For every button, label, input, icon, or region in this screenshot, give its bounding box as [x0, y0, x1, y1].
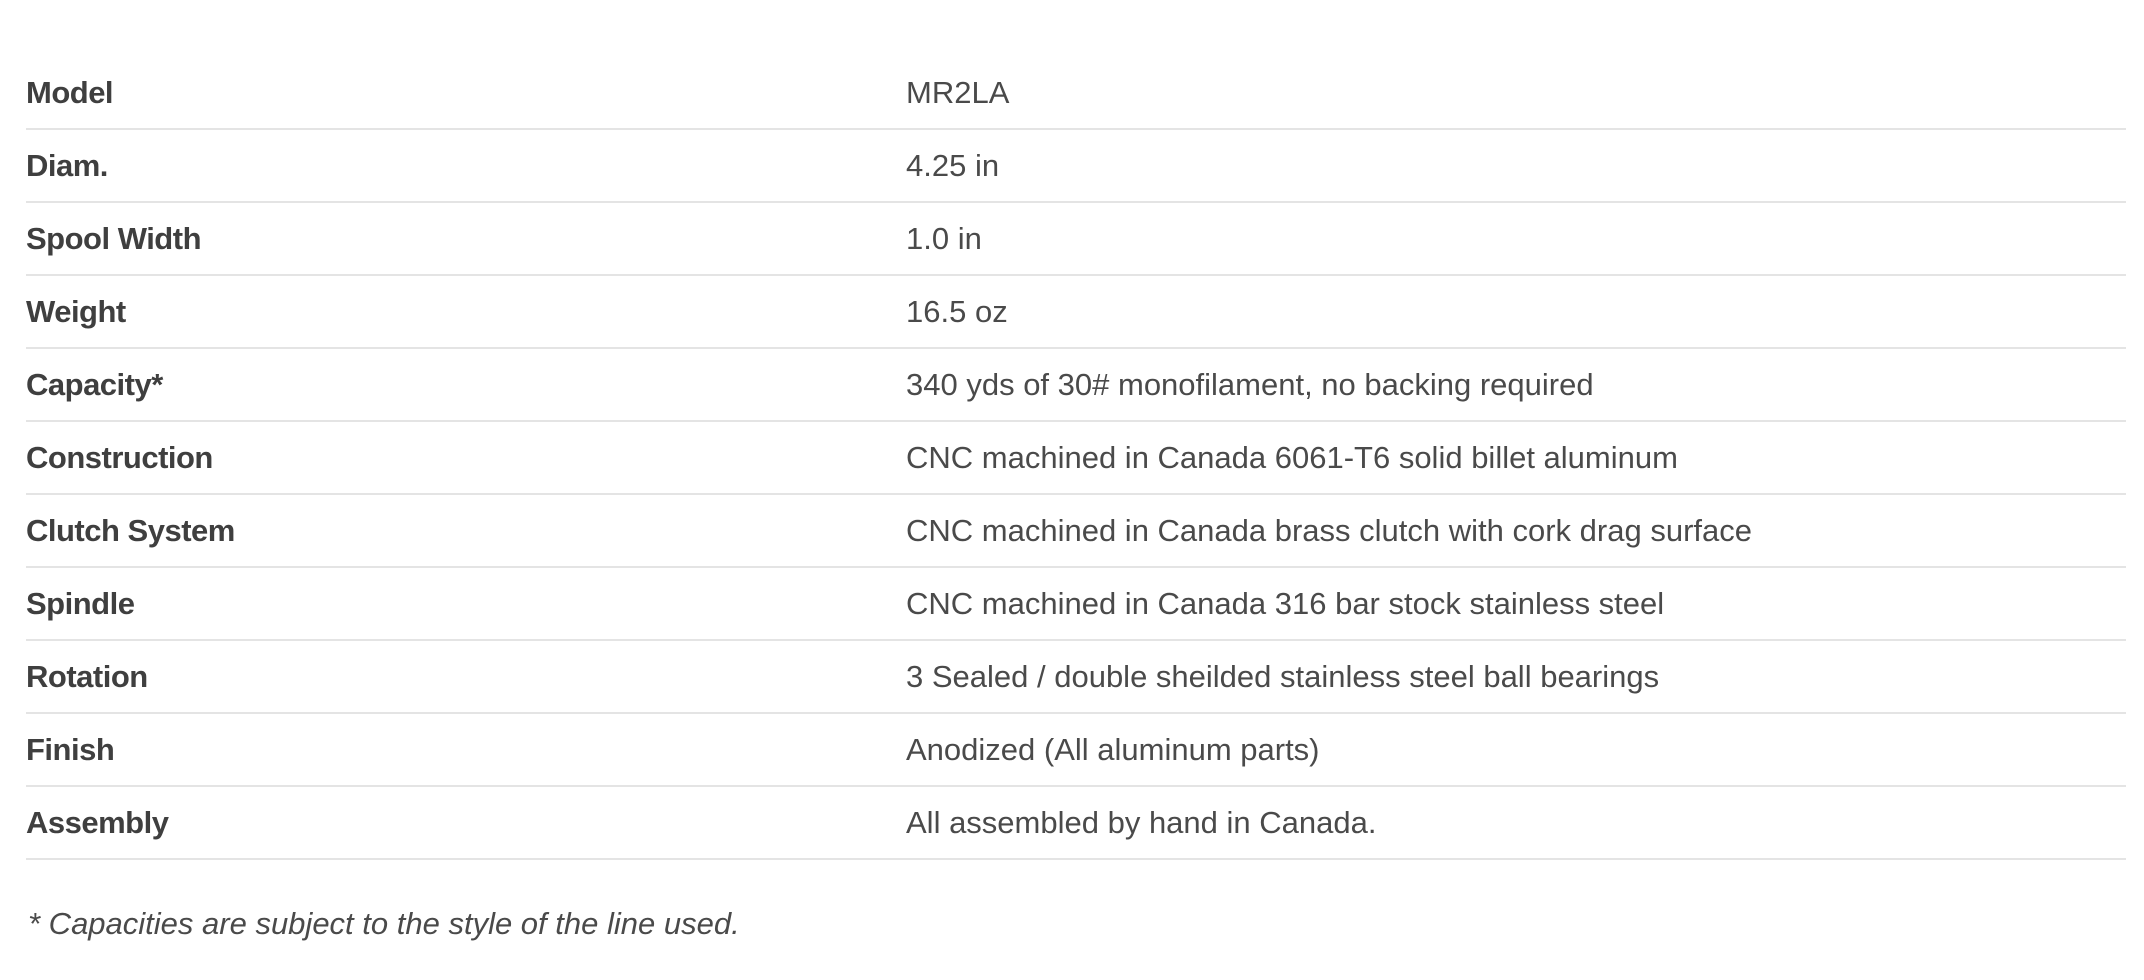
spec-label: Rotation — [26, 658, 148, 694]
spec-row-diameter — [26, 130, 2126, 203]
spec-value: 16.5 oz — [906, 293, 1008, 329]
spec-row-assembly — [26, 787, 2126, 860]
spec-label: Model — [26, 74, 114, 110]
spec-label: Diam. — [26, 147, 108, 183]
spec-value: CNC machined in Canada 6061-T6 solid billet aluminum — [906, 439, 1678, 475]
spec-value: MR2LA — [906, 74, 1010, 110]
spec-label: Construction — [26, 439, 213, 475]
spec-label: Assembly — [26, 804, 169, 840]
spec-label: Clutch System — [26, 512, 235, 548]
spec-value: 340 yds of 30# monofilament, no backing required — [906, 366, 1594, 402]
spec-value: CNC machined in Canada 316 bar stock stainless steel — [906, 585, 1665, 621]
spec-row-capacity — [26, 349, 2126, 422]
spec-row-finish — [26, 714, 2126, 787]
spec-value: Anodized (All aluminum parts) — [906, 731, 1320, 767]
spec-value: 3 Sealed / double sheilded stainless steel ball bearings — [906, 658, 1660, 694]
spec-value: 1.0 in — [906, 220, 982, 256]
spec-row-weight — [26, 276, 2126, 349]
spec-row-rotation — [26, 641, 2126, 714]
spec-row-spool-width — [26, 203, 2126, 276]
spec-value: 4.25 in — [906, 147, 1000, 183]
capacity-footnote: * Capacities are subject to the style of the line used. — [28, 906, 740, 941]
spec-row-model — [26, 57, 2126, 130]
spec-row-clutch-system — [26, 495, 2126, 568]
specifications-table — [26, 57, 2126, 860]
spec-label: Capacity* — [26, 366, 163, 402]
spec-label: Spool Width — [26, 220, 202, 256]
spec-label: Spindle — [26, 585, 135, 621]
spec-value: CNC machined in Canada brass clutch with cork drag surface — [906, 512, 1752, 548]
spec-row-spindle — [26, 568, 2126, 641]
spec-row-construction — [26, 422, 2126, 495]
spec-label: Weight — [26, 293, 126, 329]
spec-label: Finish — [26, 731, 115, 767]
spec-value: All assembled by hand in Canada. — [906, 804, 1377, 840]
